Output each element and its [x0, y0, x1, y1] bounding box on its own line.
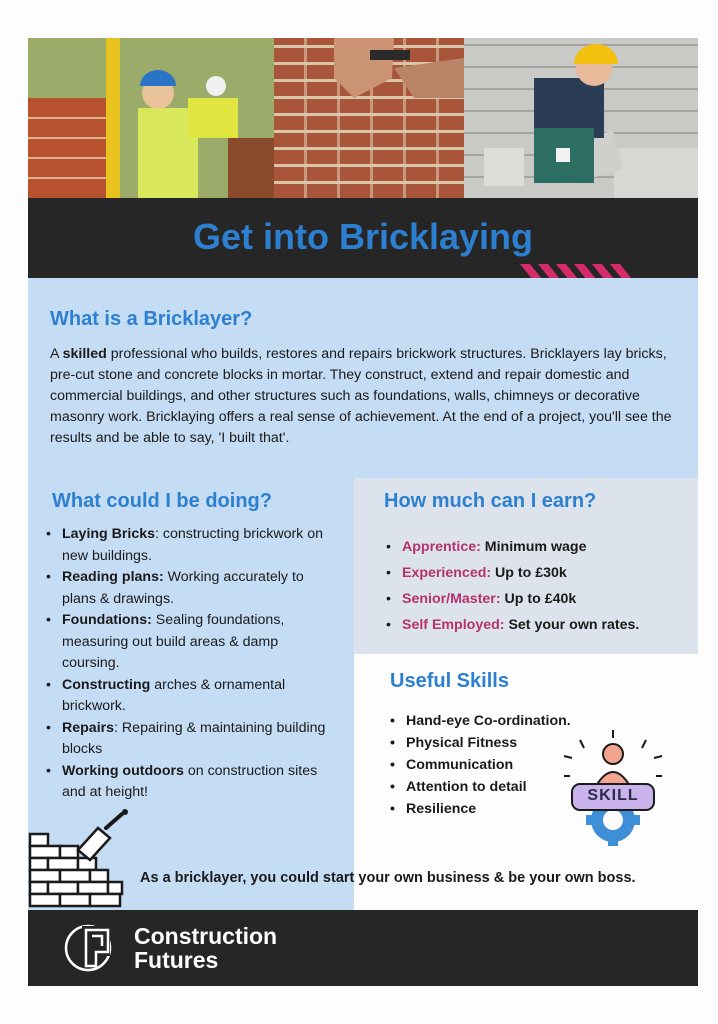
list-item: • Reading plans: Working accurately to plans & drawings. — [44, 567, 334, 610]
list-item: • Self Employed: Set your own rates. — [384, 612, 684, 638]
list-item: • Attention to detail — [388, 776, 618, 798]
page-title: Get into Bricklaying — [192, 216, 534, 257]
brand-name — [134, 924, 277, 972]
what-is-heading: What is a Bricklayer? — [50, 308, 253, 330]
what-is-text: A skilled professional who builds, restores and repairs brickwork structures. Bricklayers lay bricks, pre-cut stone and concrete blocks in mortar. They construct, extend and repair domestic and commercial buildings, and other structures such as foundations, walls, chimneys or decorative masonry work. Bricklaying offers a real sense of achievement. At the end of a project, you'll see the results and be able to say, 'I built that'. — [50, 346, 672, 446]
doing-list — [44, 524, 334, 804]
photo-block-layer — [464, 38, 698, 198]
construction-futures-logo-icon — [62, 922, 114, 974]
list-item: • Senior/Master: Up to £40k — [384, 586, 684, 612]
brand-line-2: Futures — [134, 947, 219, 973]
list-item: • Resilience — [388, 798, 618, 820]
earn-heading: How much can I earn? — [384, 490, 597, 512]
photo-bricklayer-level — [28, 38, 274, 198]
list-item: • Apprentice: Minimum wage — [384, 534, 684, 560]
list-item: • Communication — [388, 754, 618, 776]
hands-trowel-illustration — [274, 38, 464, 198]
skills-heading: Useful Skills — [390, 670, 509, 692]
photo-laying-bricks — [274, 38, 464, 198]
list-item: • Working outdoors on construction sites and at height! — [44, 761, 334, 804]
skill-badge-label: SKILL — [587, 787, 639, 804]
list-item: • Laying Bricks: constructing brickwork on new buildings. — [44, 524, 334, 567]
skill-badge-icon — [558, 724, 668, 848]
list-item: • Repairs: Repairing & maintaining building blocks — [44, 718, 334, 761]
list-item: • Constructing arches & ornamental brickwork. — [44, 675, 334, 718]
brick-wall-icon — [26, 808, 136, 908]
earn-list — [384, 534, 684, 638]
what-is-section — [28, 278, 698, 478]
bricklayer-photo-illustration — [28, 38, 274, 198]
block-worker-illustration — [464, 38, 698, 198]
what-is-body: Bricklayers lay bricks, pre-cut stone and concrete blocks in mortar. They construct, extend and repair domestic and commercial buildings, and other structures such as foundations, walls, chimneys or decorative masonry work. Bricklaying offers a real sense of achievement. At the end of a project, you'll see the results and be able to say, 'I built that'. — [50, 346, 672, 446]
doing-heading: What could I be doing? — [52, 490, 272, 512]
list-item: • Experienced: Up to £30k — [384, 560, 684, 586]
list-item: • Physical Fitness — [388, 732, 618, 754]
list-item: • Hand-eye Co-ordination. — [388, 710, 618, 732]
list-item: • Foundations: Sealing foundations, measuring out build areas & damp coursing. — [44, 610, 334, 675]
tagline: As a bricklayer, you could start your own business & be your own boss. — [140, 870, 636, 886]
brand-line-1: Construction — [134, 923, 278, 949]
footer-bar — [28, 910, 698, 986]
earn-section — [354, 478, 698, 654]
